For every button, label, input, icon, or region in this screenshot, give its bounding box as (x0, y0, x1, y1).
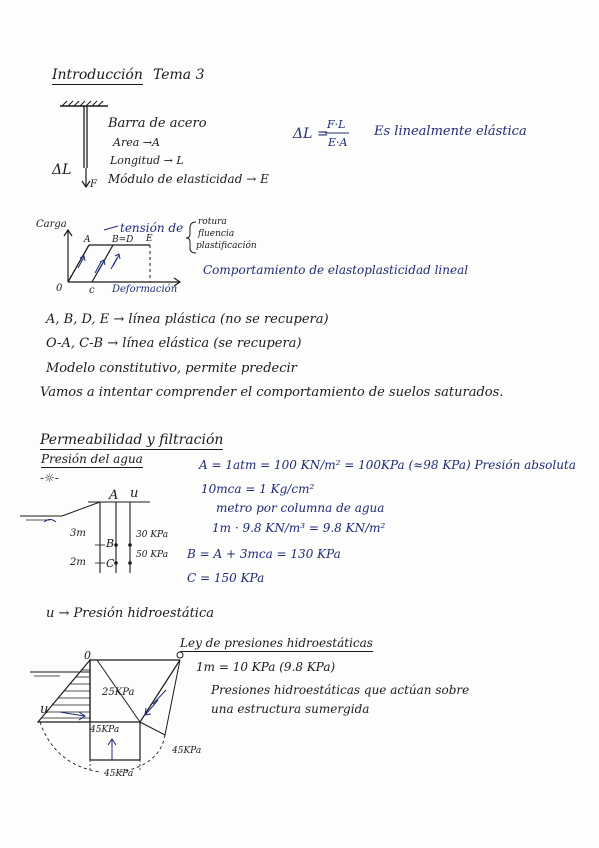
permeability-title: Permeabilidad y filtración (40, 432, 224, 448)
eq-point-b: B = A + 3mca = 130 KPa (187, 547, 341, 561)
graph-point-e: E (146, 234, 153, 244)
graph-deformacion: Deformación (112, 284, 178, 295)
length-label: Longitud → L (110, 154, 184, 167)
eq-point-c: C = 150 KPa (187, 571, 265, 585)
note-saturated-soils: Vamos a intentar comprender el comportamiento de suelos saturados. (40, 385, 504, 400)
formula-note: Es linealmente elástica (374, 124, 527, 139)
graph-point-c: c (89, 285, 95, 296)
eq-mca: 10mca = 1 Kg/cm² (201, 482, 315, 496)
graph-comment: Comportamiento de elastoplasticidad lineal (203, 263, 469, 277)
eq-unit-weight: 1m · 9.8 KN/m³ = 9.8 KN/m² (212, 521, 386, 535)
depth-3m: 3m (70, 528, 86, 539)
graph-carga: Carga (36, 219, 67, 230)
formula-left: ΔL = (293, 126, 329, 142)
hydro-title: u → Presión hidroestática (46, 606, 214, 621)
point-b-label: B (106, 537, 115, 550)
heading-tema: Tema 3 (153, 67, 205, 83)
sun-icon: -☼- (40, 471, 59, 485)
hydro-rule: 1m = 10 KPa (9.8 KPa) (196, 660, 336, 674)
column-a-label: A (109, 488, 119, 503)
point-c-label: C (106, 557, 115, 570)
hydro-45kpa-right: 45KPa (172, 746, 202, 756)
graph-fluencia: fluencia (198, 229, 235, 239)
column-u-label: u (130, 486, 139, 501)
eq-metro-columna: metro por columna de agua (216, 501, 385, 515)
hydro-45kpa-bottom: 45KPa (104, 769, 134, 779)
eq-atm: A = 1atm = 100 KN/m² = 100KPa (≈98 KPa) Presión absoluta (199, 458, 576, 472)
hydro-desc-1: Presiones hidroestáticas que actúan sobre (211, 683, 470, 697)
bar-label: Barra de acero (108, 116, 207, 131)
graph-rotura: rotura (198, 217, 227, 227)
note-plastic-line: A, B, D, E → línea plástica (no se recupera) (46, 312, 329, 327)
formula-numerator: F·L (327, 118, 346, 131)
graph-plastificacion: plastificación (196, 241, 257, 251)
hydro-25kpa: 25KPa (102, 687, 135, 698)
hydro-45kpa-left: 45KPa (90, 725, 120, 735)
hydro-law: Ley de presiones hidroestáticas (180, 636, 373, 650)
heading-introduccion: Introducción (52, 67, 143, 83)
note-elastic-line: O-A, C-B → línea elástica (se recupera) (46, 336, 302, 351)
hydro-desc-2: una estructura sumergida (211, 702, 370, 716)
graph-point-a: A (84, 235, 91, 245)
depth-2m: 2m (70, 557, 86, 568)
graph-tension-de: tensión de (120, 221, 184, 235)
note-constitutive-model: Modelo constitutivo, permite predecir (46, 361, 297, 376)
graph-point-bd: B=D (112, 235, 134, 245)
permeability-subtitle: Presión del agua (41, 452, 143, 466)
pressure-30kpa: 30 KPa (136, 530, 169, 540)
modulus-label: Módulo de elasticidad → E (108, 172, 269, 186)
formula-denominator: E·A (328, 136, 348, 149)
pressure-50kpa: 50 KPa (136, 550, 169, 560)
area-label: Area →A (113, 136, 160, 149)
graph-origin: 0 (56, 283, 63, 294)
delta-l-label: ΔL (52, 162, 72, 178)
hydro-origin: 0 (84, 649, 91, 662)
force-label: F (90, 179, 97, 190)
hydro-u-label: u (40, 702, 49, 717)
